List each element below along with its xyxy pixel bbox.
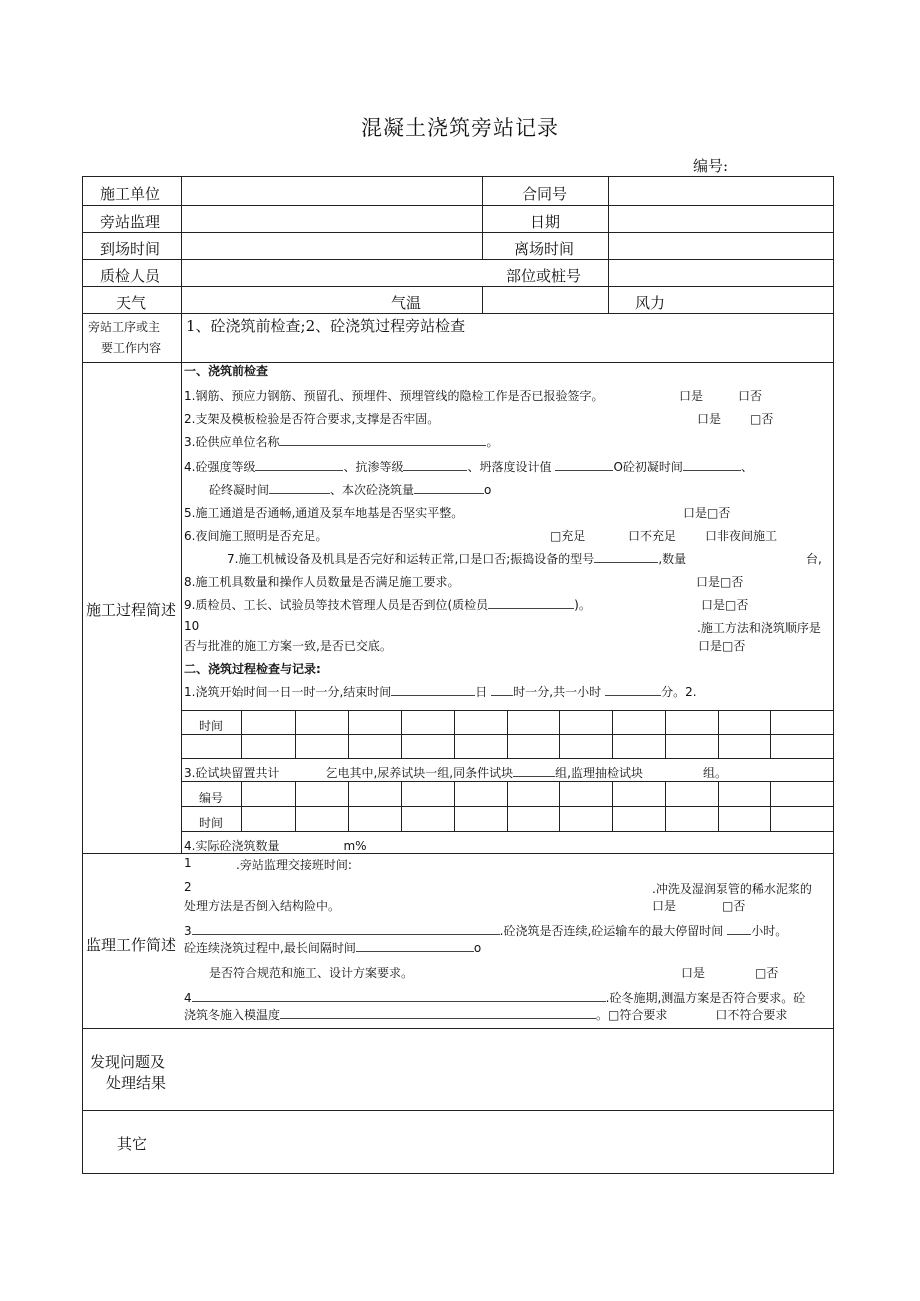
issues-label-2: 处理结果 <box>106 1074 167 1092</box>
inspector-label: 质检人员 <box>100 267 161 285</box>
process-value: 1、砼浇筑前检查;2、砼浇筑过程旁站检查 <box>186 317 466 335</box>
wind-label: 风力 <box>635 294 666 312</box>
item-7: 7.施工机械设备及机具是否完好和运转正常,口是口否;振捣设备的型号 <box>227 552 595 566</box>
item-2-no: □否 <box>750 412 774 426</box>
item-8-options: 口是□否 <box>696 575 744 589</box>
item-5: 5.施工通道是否通畅,通道及泵车地基是否坚实平整。 <box>184 506 464 520</box>
actual-volume-unit: m% <box>343 839 367 853</box>
sup-4-number: 4 <box>184 991 192 1005</box>
temperature-label: 气温 <box>391 294 422 312</box>
item-3: 3.砼供应单位名称 <box>184 435 280 449</box>
date-label: 日期 <box>530 213 561 231</box>
sup-3-yes: 口是 <box>681 966 706 980</box>
sup-1-number: 1 <box>184 856 192 870</box>
actual-volume-label: 4.实际砼浇筑数量 <box>184 839 280 853</box>
item-1-yes: 口是 <box>679 389 704 403</box>
part1-title: 一、浇筑前检查 <box>184 364 269 378</box>
grid2-number-label: 编号 <box>199 791 224 805</box>
sup-2-text-b: 处理方法是否倒入结构险中。 <box>184 899 341 913</box>
specimen-line: 3.砼试块留置共计 <box>184 766 280 780</box>
issues-label-1: 发现问题及 <box>90 1053 166 1071</box>
item-5-options: 口是□否 <box>683 506 731 520</box>
item-4-final-set: 砼终凝时间 <box>209 483 270 497</box>
departure-time-label: 离场时间 <box>514 240 575 258</box>
sup-4-temperature: 浇筑冬施入模温度 <box>184 1008 281 1022</box>
sup-3-interval: 砼连续浇筑过程中,最长间隔时间 <box>184 941 356 955</box>
page-title: 混凝土浇筑旁站记录 <box>361 116 559 140</box>
supervision-section-label: 监理工作简述 <box>86 936 177 954</box>
process-label-2: 要工作内容 <box>101 341 162 355</box>
item-4-grade: 4.砼强度等级 <box>184 460 256 474</box>
pour-time-line: 1.浇筑开始时间一日一时一分,结束时间 <box>184 685 392 699</box>
construction-unit-label: 施工单位 <box>100 185 161 203</box>
item-9: 9.质检员、工长、试验员等技术管理人员是否到位(质检员 <box>184 598 489 612</box>
sup-1-text: .旁站监理交接班时间: <box>236 858 352 872</box>
item-6-b: 口不充足 <box>628 529 677 543</box>
item-10-options: 口是□否 <box>698 639 746 653</box>
item-6-a: □充足 <box>550 529 586 543</box>
item-10-text-b: 否与批准的施工方案一致,是否已交底。 <box>184 639 392 653</box>
process-label-1: 旁站工序或主 <box>88 320 161 334</box>
supervisor-label: 旁站监理 <box>100 213 161 231</box>
grid2-time-label: 时间 <box>199 816 224 830</box>
weather-label: 天气 <box>116 294 147 312</box>
item-6-c: 口非夜间施工 <box>705 529 778 543</box>
sup-3-compliance: 是否符合规范和施工、设计方案要求。 <box>209 966 414 980</box>
doc-number-label: 编号: <box>693 157 729 175</box>
item-2: 2.支架及模板检验是否符合要求,支撑是否牢固。 <box>184 412 440 426</box>
sup-3-no: □否 <box>755 966 779 980</box>
item-1: 1.钢筋、预应力钢筋、预留孔、预埋件、预埋管线的隐检工作是否已报验签字。 <box>184 389 604 403</box>
item-1-no: 口否 <box>738 389 763 403</box>
item-7-unit: 台, <box>806 552 822 566</box>
sup-3-number: 3 <box>184 924 192 938</box>
sup-2-number: 2 <box>184 880 192 894</box>
item-2-yes: 口是 <box>697 412 722 426</box>
sup-2-yes: 口是 <box>652 899 677 913</box>
item-10-text-a: .施工方法和浇筑顺序是 <box>697 621 821 635</box>
part2-title: 二、浇筑过程检查与记录: <box>184 662 321 676</box>
sup-2-text-a: .冲洗及湿润泵管的稀水泥浆的 <box>652 882 812 896</box>
construction-section-label: 施工过程简述 <box>86 601 177 619</box>
item-10-number: 10 <box>184 619 200 633</box>
sup-2-no: □否 <box>722 899 746 913</box>
arrival-time-label: 到场时间 <box>100 240 161 258</box>
grid1-time-label: 时间 <box>199 719 224 733</box>
other-label: 其它 <box>117 1135 148 1153</box>
location-label: 部位或桩号 <box>506 267 582 285</box>
item-9-options: 口是□否 <box>701 598 749 612</box>
item-6: 6.夜间施工照明是否充足。 <box>184 529 328 543</box>
contract-no-label: 合同号 <box>522 185 568 203</box>
item-8: 8.施工机具数量和操作人员数量是否满足施工要求。 <box>184 575 460 589</box>
